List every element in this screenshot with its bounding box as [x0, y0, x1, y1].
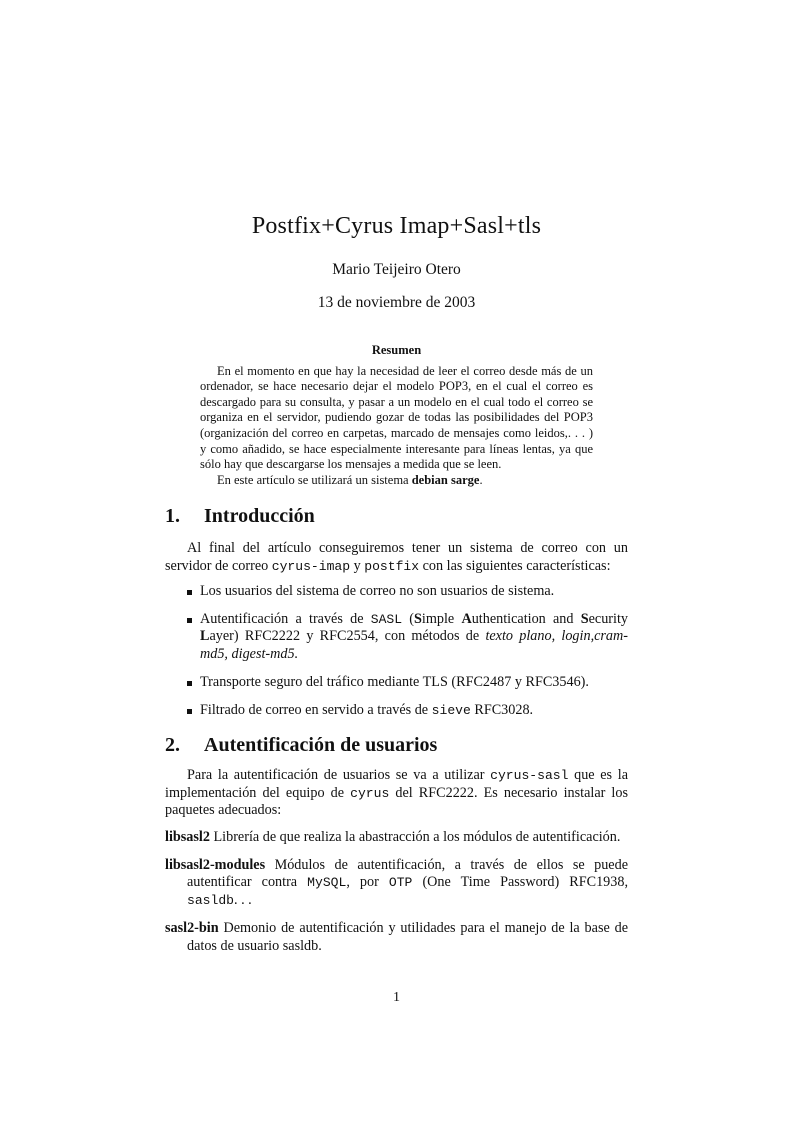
intro-text: con las siguientes características: — [419, 557, 611, 574]
acronym-letter: S — [414, 610, 422, 627]
abstract-p2-end: . — [479, 472, 483, 487]
intro-text: Para la autentificación de usuarios se va a utilizar — [187, 767, 491, 783]
bullet-marker — [187, 590, 192, 595]
intro-text: del RFC2222. Es necesario instalar los paquetes adecuados: — [165, 784, 628, 819]
section-2-intro — [165, 767, 628, 820]
bullet-marker — [187, 618, 192, 623]
code-mysql: MySQL — [307, 875, 347, 891]
document-author: Mario Teijeiro Otero — [332, 261, 461, 278]
intro-code-cyrus-imap: cyrus-imap — [271, 558, 351, 574]
abstract-p2-text: En este artículo se utilizará un sistema — [217, 472, 412, 487]
code-sasldb: sasldb — [187, 893, 234, 909]
list-item — [185, 583, 628, 601]
abstract-paragraph-2 — [200, 473, 593, 489]
list-item-text: Filtrado de correo en servido a través de — [200, 701, 432, 718]
definition-text: , por — [346, 874, 389, 891]
list-item-text: Los usuarios del sistema de correo no son usuarios de sistema. — [200, 583, 555, 599]
abstract — [200, 343, 593, 488]
section-2-intro-paragraph — [165, 767, 628, 820]
list-item-text: ecurity — [588, 610, 628, 627]
code-cyrus-sasl: cyrus-sasl — [490, 768, 569, 783]
abstract-paragraph-1: En el momento en que hay la necesidad de leer el correo desde más de un ordenador, se hace necesario dejar el modelo POP3, en el cual el correo es descargado para su consulta, y pasar a un modelo en el cual todo el correo se organiza en el servidor, pudiendo gozar de todas las posibilidades del POP3 (organización del correo en carpetas, marcado de mensajes como leidos,. . . ) y como añadido, se hace especialmente interesante para líneas lentas, ya que sólo hay que descargarse los mensajes a medida que se leen. — [200, 363, 593, 472]
definition-item — [165, 857, 628, 910]
packages-list — [165, 829, 628, 965]
definition-text: Demonio de autentificación y utilidades para el manejo de la base de datos de usuario sasldb. — [187, 919, 628, 954]
list-item — [185, 611, 628, 664]
list-item — [185, 674, 628, 692]
list-item — [185, 702, 628, 720]
intro-text: Al final del artículo conseguiremos tener un sistema de correo con un servidor de correo — [165, 540, 628, 574]
code-cyrus: cyrus — [350, 785, 390, 801]
acronym-letter: S — [580, 610, 589, 627]
document-title: Postfix+Cyrus Imap+Sasl+tls — [251, 213, 542, 239]
acronym-letter: A — [461, 610, 472, 627]
section-1-title: Introducción — [204, 505, 315, 527]
code-otp: OTP — [388, 875, 413, 891]
section-2-heading — [165, 734, 437, 757]
list-item-text: Transporte seguro del tráfico mediante TLS (RFC2487 y RFC3546). — [200, 673, 589, 690]
code-sasl: SASL — [370, 611, 403, 627]
definition-term: libsasl2-modules — [165, 856, 266, 873]
list-item-text: uthentication and — [471, 610, 581, 627]
definition-text: . . . — [233, 892, 252, 909]
page-number: 1 — [393, 990, 400, 1005]
abstract-heading: Resumen — [371, 343, 422, 357]
definition-item — [165, 829, 628, 847]
section-1-number: 1. — [165, 505, 180, 527]
list-item-text: ayer) RFC2222 y RFC2554, con métodos de — [209, 628, 486, 645]
features-list — [185, 583, 628, 729]
list-item-text: Autentificación a través de — [200, 610, 371, 627]
bullet-marker — [187, 709, 192, 714]
definition-term: libsasl2 — [165, 829, 210, 845]
code-sieve: sieve — [431, 702, 471, 718]
abstract-p2-bold: debian sarge — [411, 472, 480, 487]
intro-text: que es la implementación del equipo de — [165, 767, 628, 801]
definition-item — [165, 920, 628, 955]
list-item-text: RFC3028. — [470, 701, 534, 718]
definition-term: sasl2-bin — [165, 919, 219, 936]
methods-italic: texto plano, login,cram-md5, digest-md5. — [200, 628, 628, 663]
section-1-intro-paragraph — [165, 540, 628, 575]
definition-text: (One Time Password) RFC1938, — [412, 874, 628, 891]
intro-text: y — [350, 557, 365, 574]
list-item-text: imple — [421, 610, 462, 627]
section-1-heading — [165, 505, 315, 528]
definition-text: Módulos de autentificación, a través de ellos se puede autentificar contra — [187, 856, 628, 891]
section-2-number: 2. — [165, 734, 180, 756]
section-2-title: Autentificación de usuarios — [204, 734, 438, 756]
intro-code-postfix: postfix — [364, 558, 420, 574]
bullet-marker — [187, 681, 192, 686]
definition-text: Librería de que realiza la abastracción a los módulos de autentificación. — [209, 829, 621, 845]
acronym-letter: L — [200, 628, 210, 645]
section-1-intro — [165, 540, 628, 575]
list-item-text: ( — [402, 610, 415, 627]
document-date: 13 de noviembre de 2003 — [317, 294, 476, 311]
